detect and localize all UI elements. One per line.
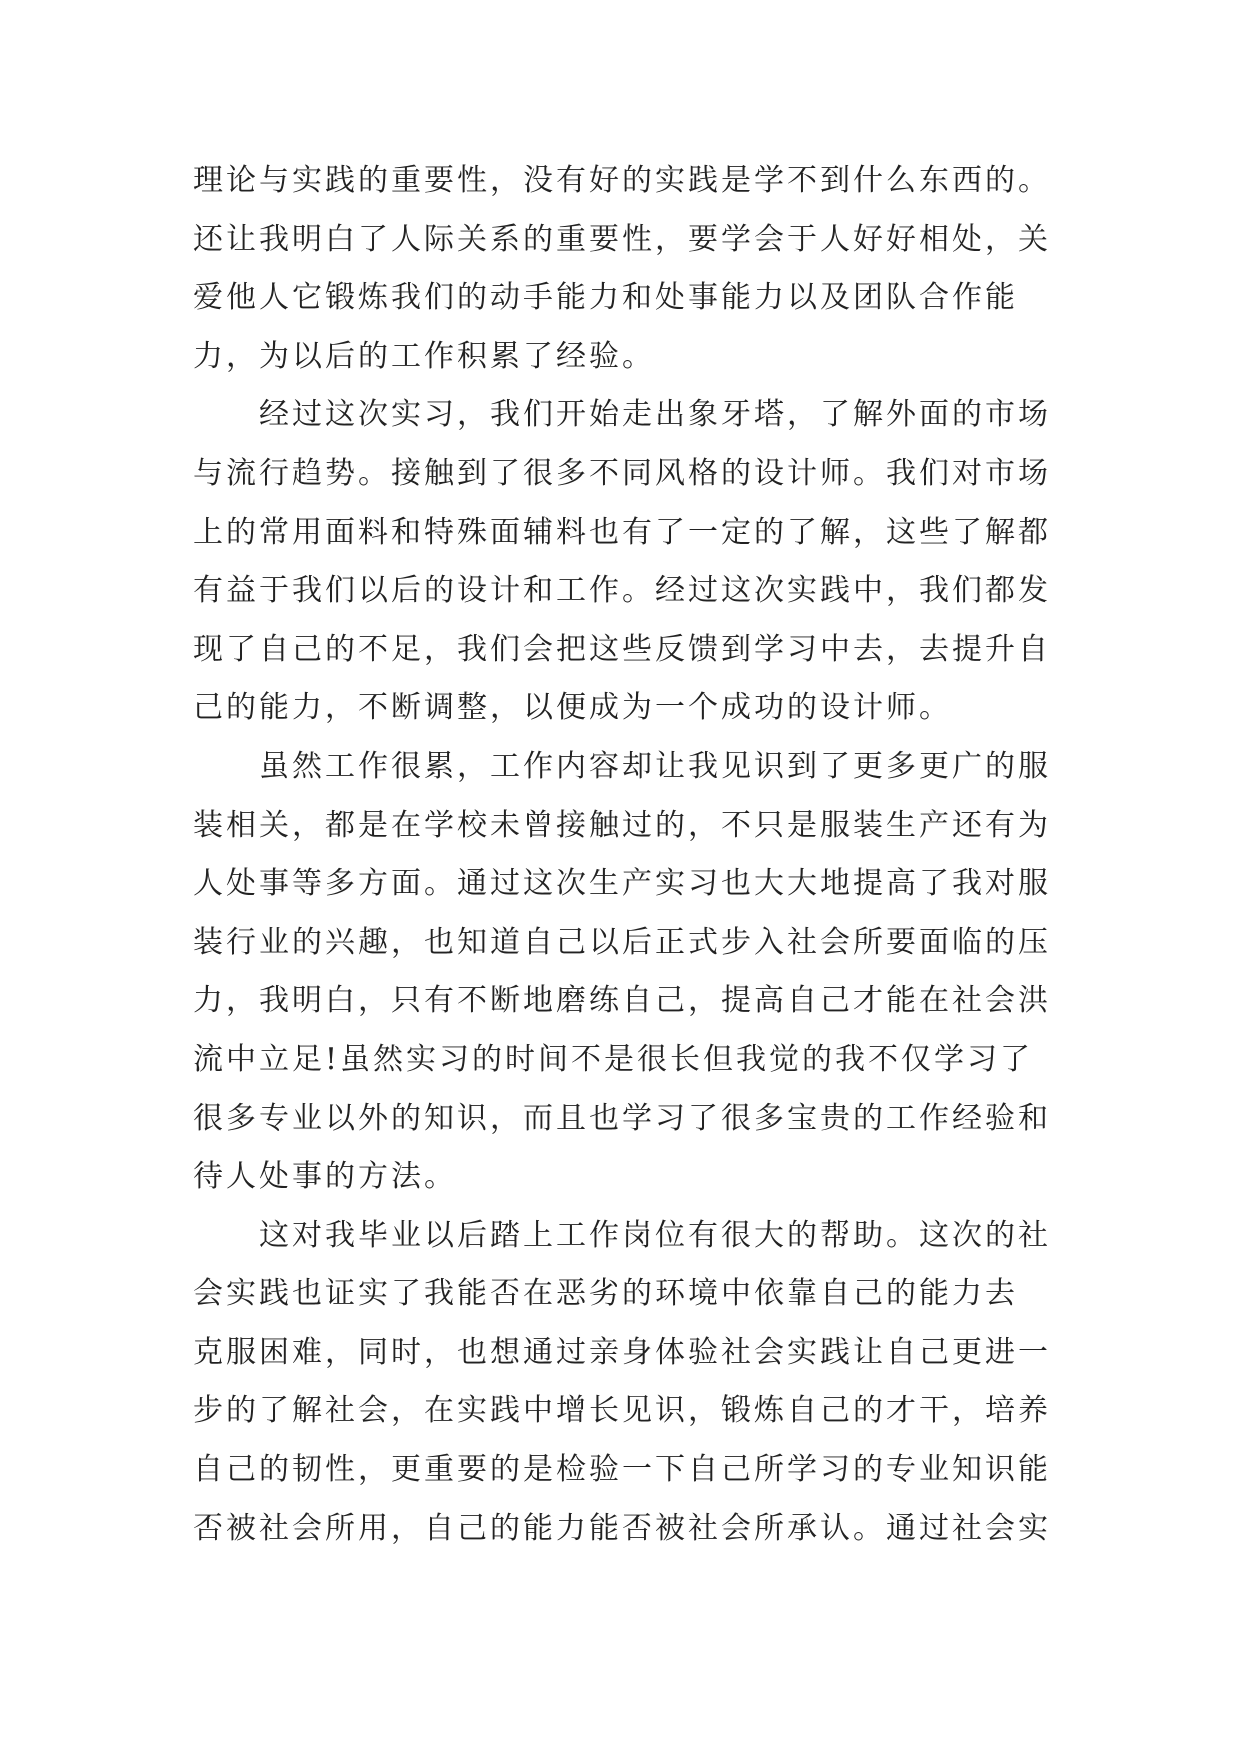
text-line: 与流行趋势。接触到了很多不同风格的设计师。我们对市场: [193, 455, 1051, 491]
text-line: 人处事等多方面。通过这次生产实习也大大地提高了我对服: [193, 866, 1051, 902]
text-line: 力，我明白，只有不断地磨练自己，提高自己才能在社会洪: [193, 983, 1051, 1019]
text-line: 上的常用面料和特殊面辅料也有了一定的了解，这些了解都: [193, 514, 1051, 550]
text-line: 现了自己的不足，我们会把这些反馈到学习中去，去提升自: [193, 631, 1051, 667]
text-line: 己的能力，不断调整，以便成为一个成功的设计师。: [193, 690, 952, 726]
text-line: 会实践也证实了我能否在恶劣的环境中依靠自己的能力去: [193, 1276, 1018, 1312]
text-line: 虽然工作很累，工作内容却让我见识到了更多更广的服: [193, 748, 1051, 784]
text-line: 否被社会所用，自己的能力能否被社会所承认。通过社会实: [193, 1510, 1051, 1546]
text-line: 流中立足!虽然实习的时间不是很长但我觉的我不仅学习了: [193, 1041, 1034, 1077]
text-line: 爱他人它锻炼我们的动手能力和处事能力以及团队合作能: [193, 280, 1018, 316]
text-line: 装行业的兴趣，也知道自己以后正式步入社会所要面临的压: [193, 924, 1051, 960]
text-line: 这对我毕业以后踏上工作岗位有很大的帮助。这次的社: [193, 1217, 1051, 1253]
text-line: 很多专业以外的知识，而且也学习了很多宝贵的工作经验和: [193, 1100, 1051, 1136]
text-line: 待人处事的方法。: [193, 1159, 457, 1195]
text-line: 装相关，都是在学校未曾接触过的，不只是服装生产还有为: [193, 807, 1051, 843]
text-line: 步的了解社会，在实践中增长见识，锻炼自己的才干，培养: [193, 1393, 1051, 1429]
text-line: 力，为以后的工作积累了经验。: [193, 338, 655, 374]
text-line: 理论与实践的重要性，没有好的实践是学不到什么东西的。: [193, 163, 1051, 198]
text-line: 有益于我们以后的设计和工作。经过这次实践中，我们都发: [193, 573, 1051, 609]
text-line: 经过这次实习，我们开始走出象牙塔，了解外面的市场: [193, 397, 1051, 433]
text-line: 克服困难，同时，也想通过亲身体验社会实践让自己更进一: [193, 1334, 1051, 1370]
text-line: 自己的韧性，更重要的是检验一下自己所学习的专业知识能: [193, 1452, 1051, 1488]
text-line: 还让我明白了人际关系的重要性，要学会于人好好相处，关: [193, 221, 1051, 257]
body-text: [193, 152, 1053, 1558]
